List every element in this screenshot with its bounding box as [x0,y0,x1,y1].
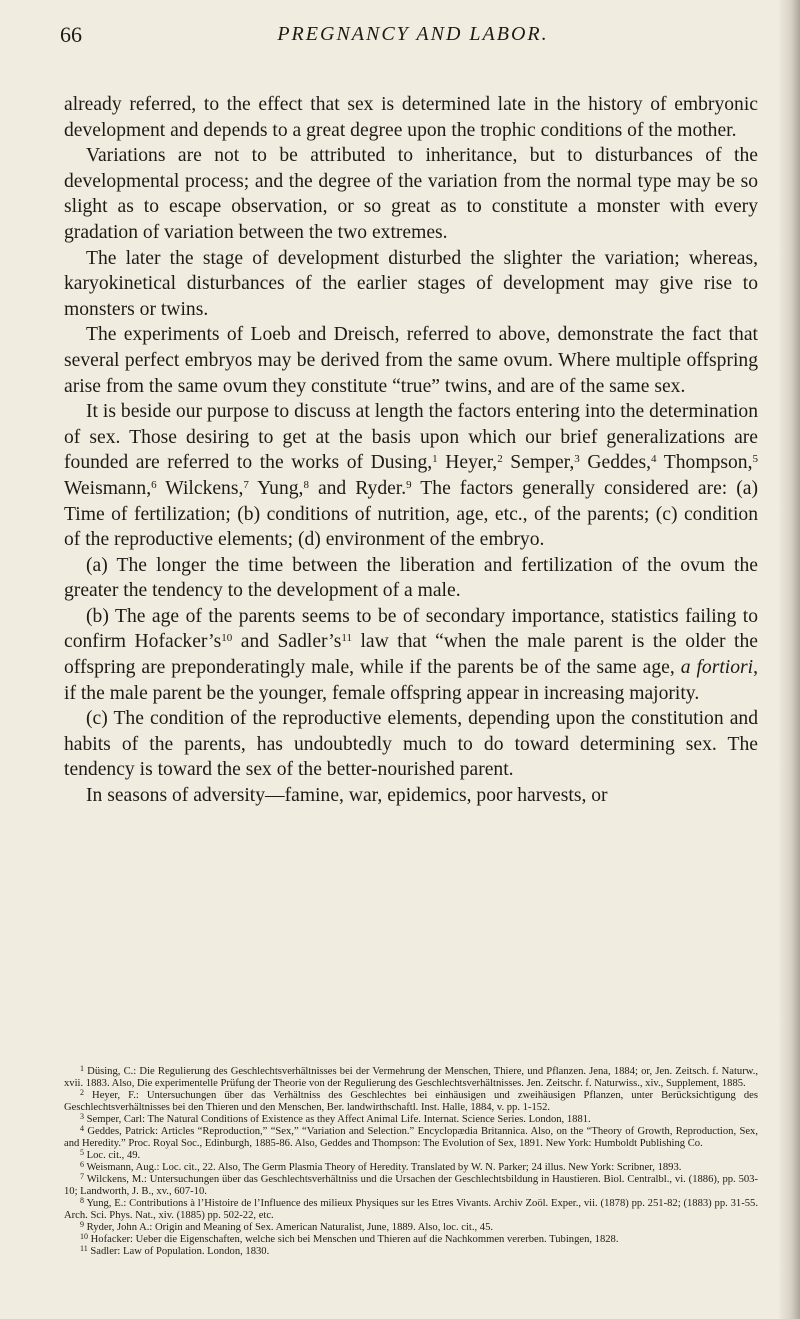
paragraph-5-text: The factors generally considered are: (a) Time of fertilization; (b) conditions of nutrition, age, etc., of the parents; (c) condition of the reproductive elements; (d) environment of the embryo. [64,477,758,551]
footnote-number: 11 [80,1244,88,1253]
paragraph-5-text: Yung, [248,477,304,499]
footnote-number: 6 [80,1160,84,1169]
running-title: PREGNANCY AND LABOR. [277,23,549,45]
footnote-text: Düsing, C.: Die Regulierung des Geschlechtsverhältnisses bei der Vermehrung der Menschen, Thiere, und Pflanzen. Jena, 1884; or, Jen. Zeitsch. f. Naturw., xvii. 1883. Also, Die experimentelle Prüfung der Theorie von der Regulierung des Geschlechtsverhältnisses. Jen. Zeitschr. f. Naturwiss., xiv., Supplement, 1885. [64,1066,758,1089]
ref-1: 1 [432,453,438,466]
ref-9: 9 [406,478,412,491]
footnote-text: Loc. cit., 49. [86,1150,141,1161]
paragraph-5-text: Geddes, [579,452,652,474]
footnote-text: Heyer, F.: Untersuchungen über das Verhältniss des Geschlechtes bei einhäusigen und zweihäusigen Pflanzen, unter Berücksichtigung des Geschlechtsverhältnisses bei den Thieren und den Menschen, Ber. landwirthschaftl. Inst. Halle, 1884, v. pp. 1-152. [64,1090,758,1113]
ref-11: 11 [341,632,352,645]
footnote [64,1090,758,1114]
footnote [64,1114,758,1126]
paragraph-5-text: It is beside our purpose to discuss at length the factors entering into the determination of sex. Those desiring to get at the basis upon which our brief generalizations are founded are referred to the works of Dusing, [64,401,758,474]
footnote-number: 10 [80,1232,88,1241]
main-text [64,92,758,809]
footnote-number: 2 [80,1088,84,1097]
footnote-text: Weismann, Aug.: Loc. cit., 22. Also, The Germ Plasmia Theory of Heredity. Translated by W. N. Parker; 24 illus. New York: Scribner, 1893. [86,1162,682,1173]
footnote [64,1150,758,1162]
paragraph-5-text: and Ryder. [308,477,407,499]
ref-10: 10 [221,632,233,645]
footnote [64,1246,758,1258]
ref-2: 2 [497,453,503,466]
paragraph-7 [64,604,758,706]
paragraph-5-text: Weismann, [64,477,152,499]
footnote [64,1126,758,1150]
ref-7: 7 [243,478,249,491]
footnote-text: Wilckens, M.: Untersuchungen über das Geschlechtsverhältniss und die Ursachen der Geschlechtsbildung in Haustieren. Biol. Centralbl., vi. (1886), pp. 503-10; Landworth, J. B., xv., 607-10. [64,1174,758,1197]
footnote [64,1234,758,1246]
ref-3: 3 [574,453,580,466]
paragraph-5-text: Semper, [502,452,575,474]
footnote-text: Geddes, Patrick: Articles “Reproduction,” “Sex,” “Variation and Selection.” Encyclopædia Britannica. Also, on the “Theory of Growth, Reproduction, Sex, and Heredity.” Proc. Royal Soc., Edinburgh, 1885-86. Also, Geddes and Thompson: The Evolution of Sex, 1891. New York: Humboldt Publishing Co. [64,1126,758,1149]
footnote [64,1222,758,1234]
footnote-number: 5 [80,1148,84,1157]
paragraph-5-text: Heyer, [437,452,498,474]
footnote-number: 1 [80,1064,84,1073]
footnote-number: 4 [80,1124,84,1133]
page-header [60,22,766,52]
paragraph-5 [64,399,758,553]
footnote-text: Semper, Carl: The Natural Conditions of Existence as they Affect Animal Life. Internat. Science Series. London, 1881. [86,1114,591,1125]
paragraph-1: already referred, to the effect that sex is determined late in the history of embryonic development and depends to a great degree upon the trophic conditions of the mother. [64,94,758,141]
paragraph-9: In seasons of adversity—famine, war, epidemics, poor harvests, or [86,785,608,807]
footnote-number: 7 [80,1172,84,1181]
footnote [64,1162,758,1174]
ref-5: 5 [752,453,758,466]
footnote [64,1066,758,1090]
paragraph-3: The later the stage of development disturbed the slighter the variation; whereas, karyokinetical disturbances of the earlier stages of development may give rise to monsters or twins. [64,247,758,320]
footnote-text: Hofacker: Ueber die Eigenschaften, welche sich bei Menschen und Thieren auf die Nachkommen vererben. Tubingen, 1828. [90,1234,619,1245]
page-edge-shadow [778,0,800,1319]
paragraph-4: The experiments of Loeb and Dreisch, referred to above, demonstrate the fact that several perfect embryos may be derived from the same ovum. Where multiple offspring arise from the same ovum they constitute “true” twins, and are of the same sex. [64,324,758,397]
footnote-number: 8 [80,1196,84,1205]
footnote-text: Ryder, John A.: Origin and Meaning of Sex. American Naturalist, June, 1889. Also, loc. cit., 45. [86,1222,494,1233]
paragraph-8: (c) The condition of the reproductive elements, depending upon the constitution and habits of the parents, has undoubtedly much to do toward determining sex. The tendency is toward the sex of the better-nourished parent. [64,708,758,781]
ref-6: 6 [151,478,157,491]
footnote [64,1198,758,1222]
paragraph-2: Variations are not to be attributed to inheritance, but to disturbances of the developmental process; and the degree of the variation from the normal type may be so slight as to escape observation, or so great as to constitute a monster with every gradation of variation between the two extremes. [64,145,758,243]
footnote-text: Yung, E.: Contributions à l’Histoire de l’Influence des milieux Physiques sur les Etres Vivants. Archiv Zoöl. Exper., vii. (1878) pp. 251-82; (1883) pp. 31-55. Arch. Sci. Phys. Nat., xiv. (1885) pp. 502-22, etc. [64,1198,758,1221]
page-number: 66 [60,22,82,47]
footnotes [64,1066,758,1258]
footnote-number: 9 [80,1220,84,1229]
ref-4: 4 [651,453,657,466]
paragraph-7-text: (b) The age of the parents seems to be of secondary importance, statistics failing to confirm Hofacker’s [64,605,758,653]
paragraph-7-text: law that “when the male parent is the older the offspring are preponderatingly male, while if the parents be of the same age, [64,631,758,679]
paragraph-5-text: Wilckens, [156,477,244,499]
ref-8: 8 [303,478,309,491]
footnote [64,1174,758,1198]
italic-phrase: a fortiori [680,657,754,679]
footnote-text: Sadler: Law of Population. London, 1830. [90,1246,270,1257]
paragraph-5-text: Thompson, [656,452,753,474]
paragraph-7-text: and Sadler’s [232,631,342,653]
footnote-number: 3 [80,1112,84,1121]
paragraph-7-text: , if the male parent be the younger, female offspring appear in increasing majority. [64,657,758,704]
paragraph-6: (a) The longer the time between the liberation and fertilization of the ovum the greater the tendency to the development of a male. [64,554,758,602]
